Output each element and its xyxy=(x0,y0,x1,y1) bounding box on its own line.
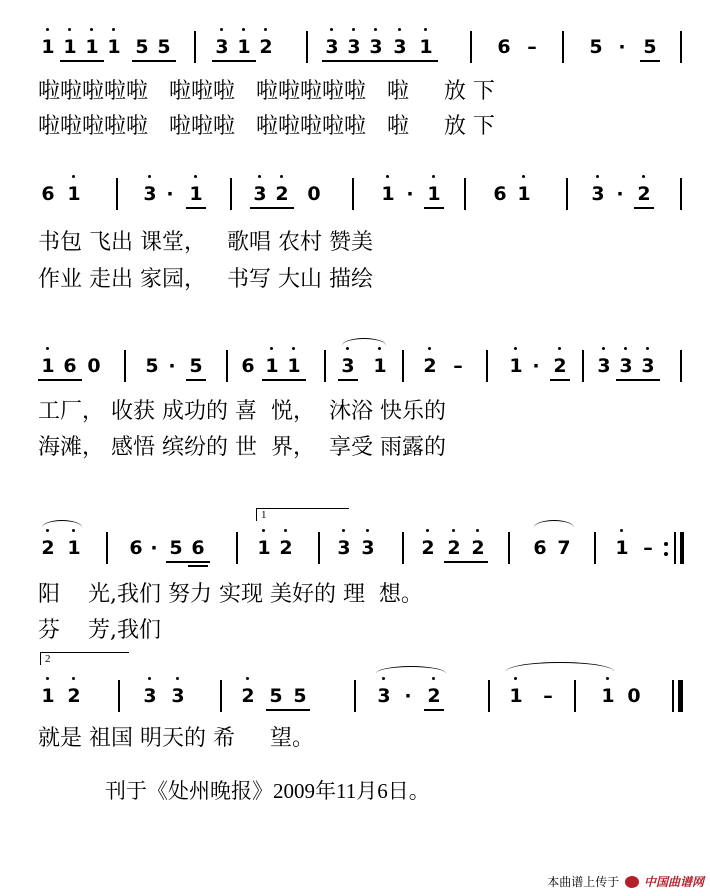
note: 5 xyxy=(189,355,203,377)
note: 6 xyxy=(497,36,511,58)
site-logo-icon xyxy=(625,876,639,888)
note: 1 xyxy=(287,355,301,377)
note: 1 xyxy=(601,685,615,707)
note: 3 xyxy=(361,537,375,559)
note: 5 xyxy=(269,685,283,707)
note: – xyxy=(543,685,553,707)
publication-note: 刊于《处州晚报》2009年11月6日。 xyxy=(105,779,430,803)
barline xyxy=(226,350,228,382)
note: 6 xyxy=(493,183,507,205)
slur xyxy=(376,666,446,681)
barline xyxy=(680,31,682,63)
barline xyxy=(508,532,510,564)
note: – xyxy=(453,355,463,377)
note: 6 xyxy=(191,537,205,559)
note: 1 xyxy=(419,36,433,58)
barline xyxy=(488,680,490,712)
lyric-line-2: 啦啦啦啦啦 啦啦啦 啦啦啦啦啦 啦 放 下 xyxy=(38,114,495,139)
note: 2 xyxy=(447,537,461,559)
note: 2 xyxy=(279,537,293,559)
barline xyxy=(318,532,320,564)
note: 1 xyxy=(615,537,629,559)
lyric-line-1: 书包 飞出 课堂， 歌唱 农村 赞美 xyxy=(38,230,373,255)
note: 5 xyxy=(293,685,307,707)
note: 1 xyxy=(265,355,279,377)
note: 2 xyxy=(259,36,273,58)
note: 1 xyxy=(63,36,77,58)
note: 3 xyxy=(619,355,633,377)
barline xyxy=(464,178,466,210)
barline xyxy=(354,680,356,712)
note: – xyxy=(527,36,537,58)
note: 1 xyxy=(189,183,203,205)
note: 1 xyxy=(509,355,523,377)
barline xyxy=(116,178,118,210)
note: 5 xyxy=(157,36,171,58)
slur xyxy=(534,520,574,535)
barline xyxy=(402,532,404,564)
note: · xyxy=(616,183,624,205)
note: · xyxy=(618,36,626,58)
note: 5 xyxy=(145,355,159,377)
note: 1 xyxy=(373,355,387,377)
note: 1 xyxy=(41,355,55,377)
note: 3 xyxy=(597,355,611,377)
barline xyxy=(230,178,232,210)
note: 0 xyxy=(627,685,641,707)
note: 3 xyxy=(377,685,391,707)
barline xyxy=(106,532,108,564)
barline xyxy=(486,350,488,382)
note: 6 xyxy=(533,537,547,559)
note: 3 xyxy=(347,36,361,58)
note: 2 xyxy=(241,685,255,707)
credit-prefix: 本曲谱上传于 xyxy=(547,875,620,889)
note: 1 xyxy=(509,685,523,707)
note: 5 xyxy=(643,36,657,58)
lyric-line-1: 工厂， 收获 成功的 喜 悦， 沐浴 快乐的 xyxy=(38,399,446,424)
barline xyxy=(324,350,326,382)
note: 6 xyxy=(129,537,143,559)
note: 2 xyxy=(427,685,441,707)
note: 0 xyxy=(87,355,101,377)
barline xyxy=(236,532,238,564)
note: 6 xyxy=(63,355,77,377)
note: 3 xyxy=(253,183,267,205)
note: · xyxy=(404,685,412,707)
barline xyxy=(124,350,126,382)
final-barline xyxy=(672,680,674,712)
note: · xyxy=(532,355,540,377)
note: 5 xyxy=(135,36,149,58)
slur xyxy=(506,662,614,681)
barline xyxy=(574,680,576,712)
slur xyxy=(342,338,386,353)
note: 2 xyxy=(41,537,55,559)
lyric-line-2: 作业 走出 家园， 书写 大山 描绘 xyxy=(38,267,373,292)
note: 1 xyxy=(41,685,55,707)
barline xyxy=(594,532,596,564)
volta-bracket-2: 2 xyxy=(40,652,129,665)
upload-credit xyxy=(547,873,704,890)
barline xyxy=(306,31,308,63)
barline xyxy=(352,178,354,210)
note: 3 xyxy=(641,355,655,377)
lyric-line-2: 海滩， 感悟 缤纷的 世 界， 享受 雨露的 xyxy=(38,435,446,460)
notation-row xyxy=(0,25,710,65)
note: 3 xyxy=(369,36,383,58)
note: · xyxy=(166,183,174,205)
note: 2 xyxy=(275,183,289,205)
barline xyxy=(118,680,120,712)
note: 2 xyxy=(471,537,485,559)
notation-row xyxy=(0,344,710,384)
note: 1 xyxy=(237,36,251,58)
note: 1 xyxy=(381,183,395,205)
slur xyxy=(42,520,82,535)
lyric-line-2: 芬 芳,我们 xyxy=(38,618,161,643)
barline xyxy=(582,350,584,382)
note: · xyxy=(150,537,158,559)
volta-bracket-1: 1 xyxy=(256,508,349,521)
note: 3 xyxy=(215,36,229,58)
note: 1 xyxy=(427,183,441,205)
note: 2 xyxy=(553,355,567,377)
note: 2 xyxy=(423,355,437,377)
note: 1 xyxy=(67,183,81,205)
barline xyxy=(220,680,222,712)
notation-row xyxy=(0,172,710,212)
note: 3 xyxy=(393,36,407,58)
credit-brand-link[interactable]: 中国曲谱网 xyxy=(643,875,704,889)
note: 3 xyxy=(341,355,355,377)
notation-row xyxy=(0,674,710,714)
note: 1 xyxy=(67,537,81,559)
barline xyxy=(470,31,472,63)
note: 5 xyxy=(589,36,603,58)
barline xyxy=(680,350,682,382)
note: · xyxy=(168,355,176,377)
note: 3 xyxy=(171,685,185,707)
note: 3 xyxy=(143,183,157,205)
note: 5 xyxy=(169,537,183,559)
note: 1 xyxy=(41,36,55,58)
note: 7 xyxy=(557,537,571,559)
note: 6 xyxy=(241,355,255,377)
note: 1 xyxy=(257,537,271,559)
lyric-line-1: 就是 祖国 明天的 希 望。 xyxy=(38,726,314,751)
note: – xyxy=(643,537,653,559)
note: 1 xyxy=(107,36,121,58)
note: 3 xyxy=(325,36,339,58)
note: 2 xyxy=(637,183,651,205)
barline xyxy=(194,31,196,63)
note: 2 xyxy=(421,537,435,559)
notation-row xyxy=(0,526,710,566)
note: 1 xyxy=(85,36,99,58)
note: 6 xyxy=(41,183,55,205)
barline xyxy=(566,178,568,210)
note: 3 xyxy=(591,183,605,205)
lyric-line-1: 阳 光,我们 努力 实现 美好的 理 想。 xyxy=(38,582,423,607)
note: 3 xyxy=(143,685,157,707)
barline xyxy=(680,178,682,210)
note: 0 xyxy=(307,183,321,205)
repeat-barline xyxy=(674,532,676,564)
lyric-line-1: 啦啦啦啦啦 啦啦啦 啦啦啦啦啦 啦 放 下 xyxy=(38,79,495,104)
note: · xyxy=(406,183,414,205)
barline xyxy=(402,350,404,382)
barline xyxy=(562,31,564,63)
note: 1 xyxy=(517,183,531,205)
note: 2 xyxy=(67,685,81,707)
note: 3 xyxy=(337,537,351,559)
